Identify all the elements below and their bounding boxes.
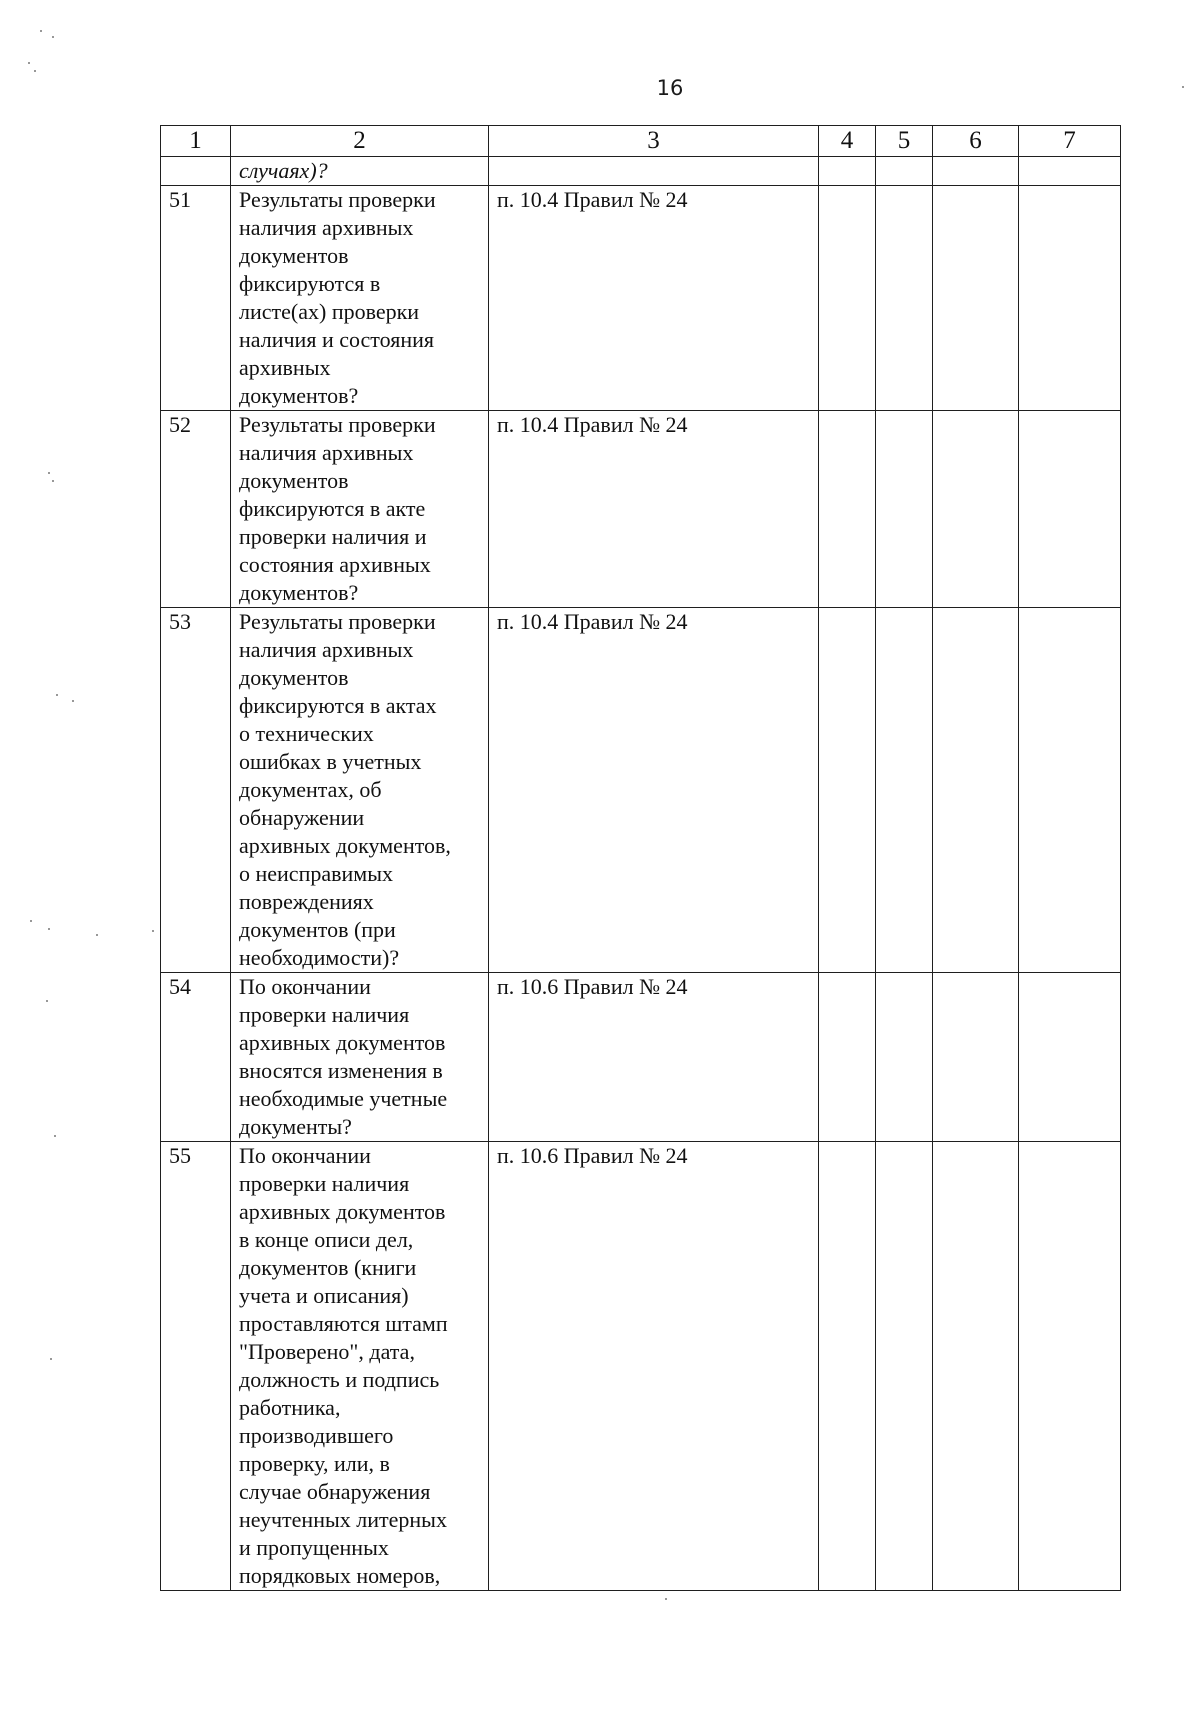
question-line: листе(ах) проверки <box>239 299 420 324</box>
question-line: вносятся изменения в <box>239 1058 443 1083</box>
question-line: документов <box>239 468 349 493</box>
question-line: документов <box>239 243 349 268</box>
header-col-1: 1 <box>161 126 231 157</box>
empty-cell <box>1019 186 1121 411</box>
question-line: архивных документов <box>239 1030 446 1055</box>
question-line: фиксируются в акте <box>239 496 426 521</box>
question-line: документах, об <box>239 777 382 802</box>
reference-text: п. 10.4 Правил № 24 <box>489 411 819 608</box>
question-line: необходимости)? <box>239 945 400 970</box>
question-line: случаях)? <box>239 158 328 183</box>
empty-cell <box>819 1142 876 1591</box>
table-row <box>161 973 1121 1142</box>
empty-cell <box>933 186 1019 411</box>
question-line: наличия архивных <box>239 215 414 240</box>
question-line: проверки наличия <box>239 1002 410 1027</box>
row-number: 51 <box>161 186 231 411</box>
header-row <box>161 126 1121 157</box>
question-line: фиксируются в <box>239 271 381 296</box>
question-line: неучтенных литерных <box>239 1507 447 1532</box>
empty-cell <box>876 411 933 608</box>
question-line: По окончании <box>239 974 371 999</box>
question-line: документов? <box>239 580 359 605</box>
question-line: документы? <box>239 1114 352 1139</box>
question-line: Результаты проверки <box>239 412 436 437</box>
question-line: архивных документов <box>239 1199 446 1224</box>
checklist-table <box>160 125 1121 1591</box>
empty-cell <box>819 608 876 973</box>
empty-cell <box>933 973 1019 1142</box>
table-row <box>161 186 1121 411</box>
empty-cell <box>933 157 1019 186</box>
header-col-2: 2 <box>231 126 489 157</box>
empty-cell <box>933 411 1019 608</box>
question-text <box>231 973 489 1142</box>
empty-cell <box>876 157 933 186</box>
question-line: проверки наличия и <box>239 524 427 549</box>
reference-text: п. 10.6 Правил № 24 <box>489 973 819 1142</box>
empty-cell <box>819 157 876 186</box>
question-line: "Проверено", дата, <box>239 1339 415 1364</box>
header-col-7: 7 <box>1019 126 1121 157</box>
empty-cell <box>819 973 876 1142</box>
row-number: 53 <box>161 608 231 973</box>
question-line: архивных документов, <box>239 833 451 858</box>
question-text <box>231 411 489 608</box>
empty-cell <box>1019 411 1121 608</box>
question-line: архивных <box>239 355 331 380</box>
table-row <box>161 411 1121 608</box>
empty-cell <box>876 973 933 1142</box>
question-line: необходимые учетные <box>239 1086 448 1111</box>
empty-cell <box>876 186 933 411</box>
row-number: 54 <box>161 973 231 1142</box>
reference-text: п. 10.6 Правил № 24 <box>489 1142 819 1591</box>
question-line: состояния архивных <box>239 552 431 577</box>
header-col-5: 5 <box>876 126 933 157</box>
empty-cell <box>1019 973 1121 1142</box>
page-number: 16 <box>656 76 684 100</box>
question-line: ошибках в учетных <box>239 749 422 774</box>
reference-text: п. 10.4 Правил № 24 <box>489 186 819 411</box>
table-row <box>161 1142 1121 1591</box>
header-col-3: 3 <box>489 126 819 157</box>
row-number: 55 <box>161 1142 231 1591</box>
question-line: повреждениях <box>239 889 374 914</box>
question-line: документов? <box>239 383 359 408</box>
question-line: о технических <box>239 721 374 746</box>
empty-cell <box>876 1142 933 1591</box>
question-line: проверки наличия <box>239 1171 410 1196</box>
header-col-6: 6 <box>933 126 1019 157</box>
row-number <box>161 157 231 186</box>
table-row <box>161 608 1121 973</box>
question-line: документов (книги <box>239 1255 417 1280</box>
question-line: о неисправимых <box>239 861 393 886</box>
empty-cell <box>1019 608 1121 973</box>
question-text <box>231 608 489 973</box>
reference-text: п. 10.4 Правил № 24 <box>489 608 819 973</box>
question-line: проверку, или, в <box>239 1451 390 1476</box>
question-line: производившего <box>239 1423 394 1448</box>
empty-cell <box>1019 157 1121 186</box>
question-line: учета и описания) <box>239 1283 409 1308</box>
question-line: фиксируются в актах <box>239 693 437 718</box>
empty-cell <box>819 186 876 411</box>
row-number: 52 <box>161 411 231 608</box>
question-line: документов (при <box>239 917 396 942</box>
question-line: По окончании <box>239 1143 371 1168</box>
question-line: документов <box>239 665 349 690</box>
question-line: случае обнаружения <box>239 1479 431 1504</box>
question-line: порядковых номеров, <box>239 1563 441 1588</box>
question-text <box>231 1142 489 1591</box>
question-text <box>231 157 489 186</box>
question-line: Результаты проверки <box>239 187 436 212</box>
empty-cell <box>933 608 1019 973</box>
reference-text <box>489 157 819 186</box>
empty-cell <box>819 411 876 608</box>
header-col-4: 4 <box>819 126 876 157</box>
empty-cell <box>1019 1142 1121 1591</box>
question-line: в конце описи дел, <box>239 1227 414 1252</box>
question-line: должность и подпись <box>239 1367 440 1392</box>
question-line: проставляются штамп <box>239 1311 448 1336</box>
question-line: наличия архивных <box>239 637 414 662</box>
question-line: наличия архивных <box>239 440 414 465</box>
continuation-row <box>161 157 1121 186</box>
question-line: Результаты проверки <box>239 609 436 634</box>
question-line: обнаружении <box>239 805 365 830</box>
question-text <box>231 186 489 411</box>
question-line: работника, <box>239 1395 341 1420</box>
question-line: и пропущенных <box>239 1535 389 1560</box>
empty-cell <box>876 608 933 973</box>
question-line: наличия и состояния <box>239 327 434 352</box>
empty-cell <box>933 1142 1019 1591</box>
